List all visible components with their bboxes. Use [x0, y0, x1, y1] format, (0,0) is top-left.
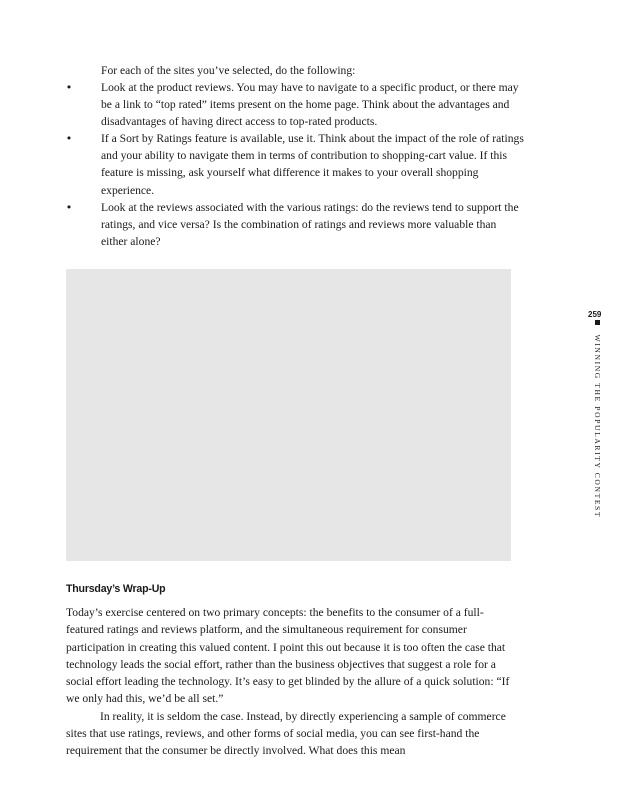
- bullet-icon: •: [65, 81, 73, 94]
- paragraph: Today’s exercise centered on two primary concepts: the benefits to the consumer of a full-featured ratings and reviews platform, and the simultaneous requirement for consumer participation in creating this valued content. I point this out because it is too often the case that technology leads the social effort, rather than the business objectives that suggest a role for a social effort leading the technology. It’s easy to get blinded by the allure of a quick solution: “If we only had this, we’d be all set.”: [66, 606, 510, 706]
- body-text: [66, 604, 518, 760]
- paragraph: In reality, it is seldom the case. Instead, by directly experiencing a sample of commerce sites that use ratings, reviews, and other forms of social media, you can see first-hand the requirement that the consumer be directly involved. What does this mean: [66, 709, 506, 758]
- running-head-text: WINNING THE POPULARITY CONTEST: [593, 334, 602, 519]
- bullet-icon: •: [65, 200, 73, 214]
- section-heading: Thursday’s Wrap-Up: [66, 583, 166, 595]
- page-number: 259: [588, 310, 602, 319]
- bullet-list: [64, 79, 524, 250]
- list-item: [64, 199, 524, 250]
- list-item: [64, 130, 524, 198]
- bullet-text: Look at the reviews associated with the various ratings: do the reviews tend to support the ratings, and vice versa? Is the combination of ratings and reviews more valuable than either alone?: [101, 200, 519, 248]
- bullet-text: Look at the product reviews. You may have to navigate to a specific product, or there may be a link to “top rated” items present on the home page. Think about the advantages and disadvantages of having direct access to top-rated products.: [101, 81, 519, 129]
- bullet-text: If a Sort by Ratings feature is available, use it. Think about the impact of the role of ratings and your ability to navigate them in terms of contribution to shopping-cart value. If this feature is missing, ask yourself what difference it makes to your overall shopping experience.: [101, 132, 524, 197]
- running-head: [593, 320, 602, 518]
- square-icon: [595, 320, 600, 325]
- intro-line: For each of the sites you’ve selected, do the following:: [101, 64, 356, 77]
- list-item: [64, 79, 524, 130]
- bullet-icon: •: [65, 132, 73, 146]
- figure-placeholder: [66, 269, 511, 561]
